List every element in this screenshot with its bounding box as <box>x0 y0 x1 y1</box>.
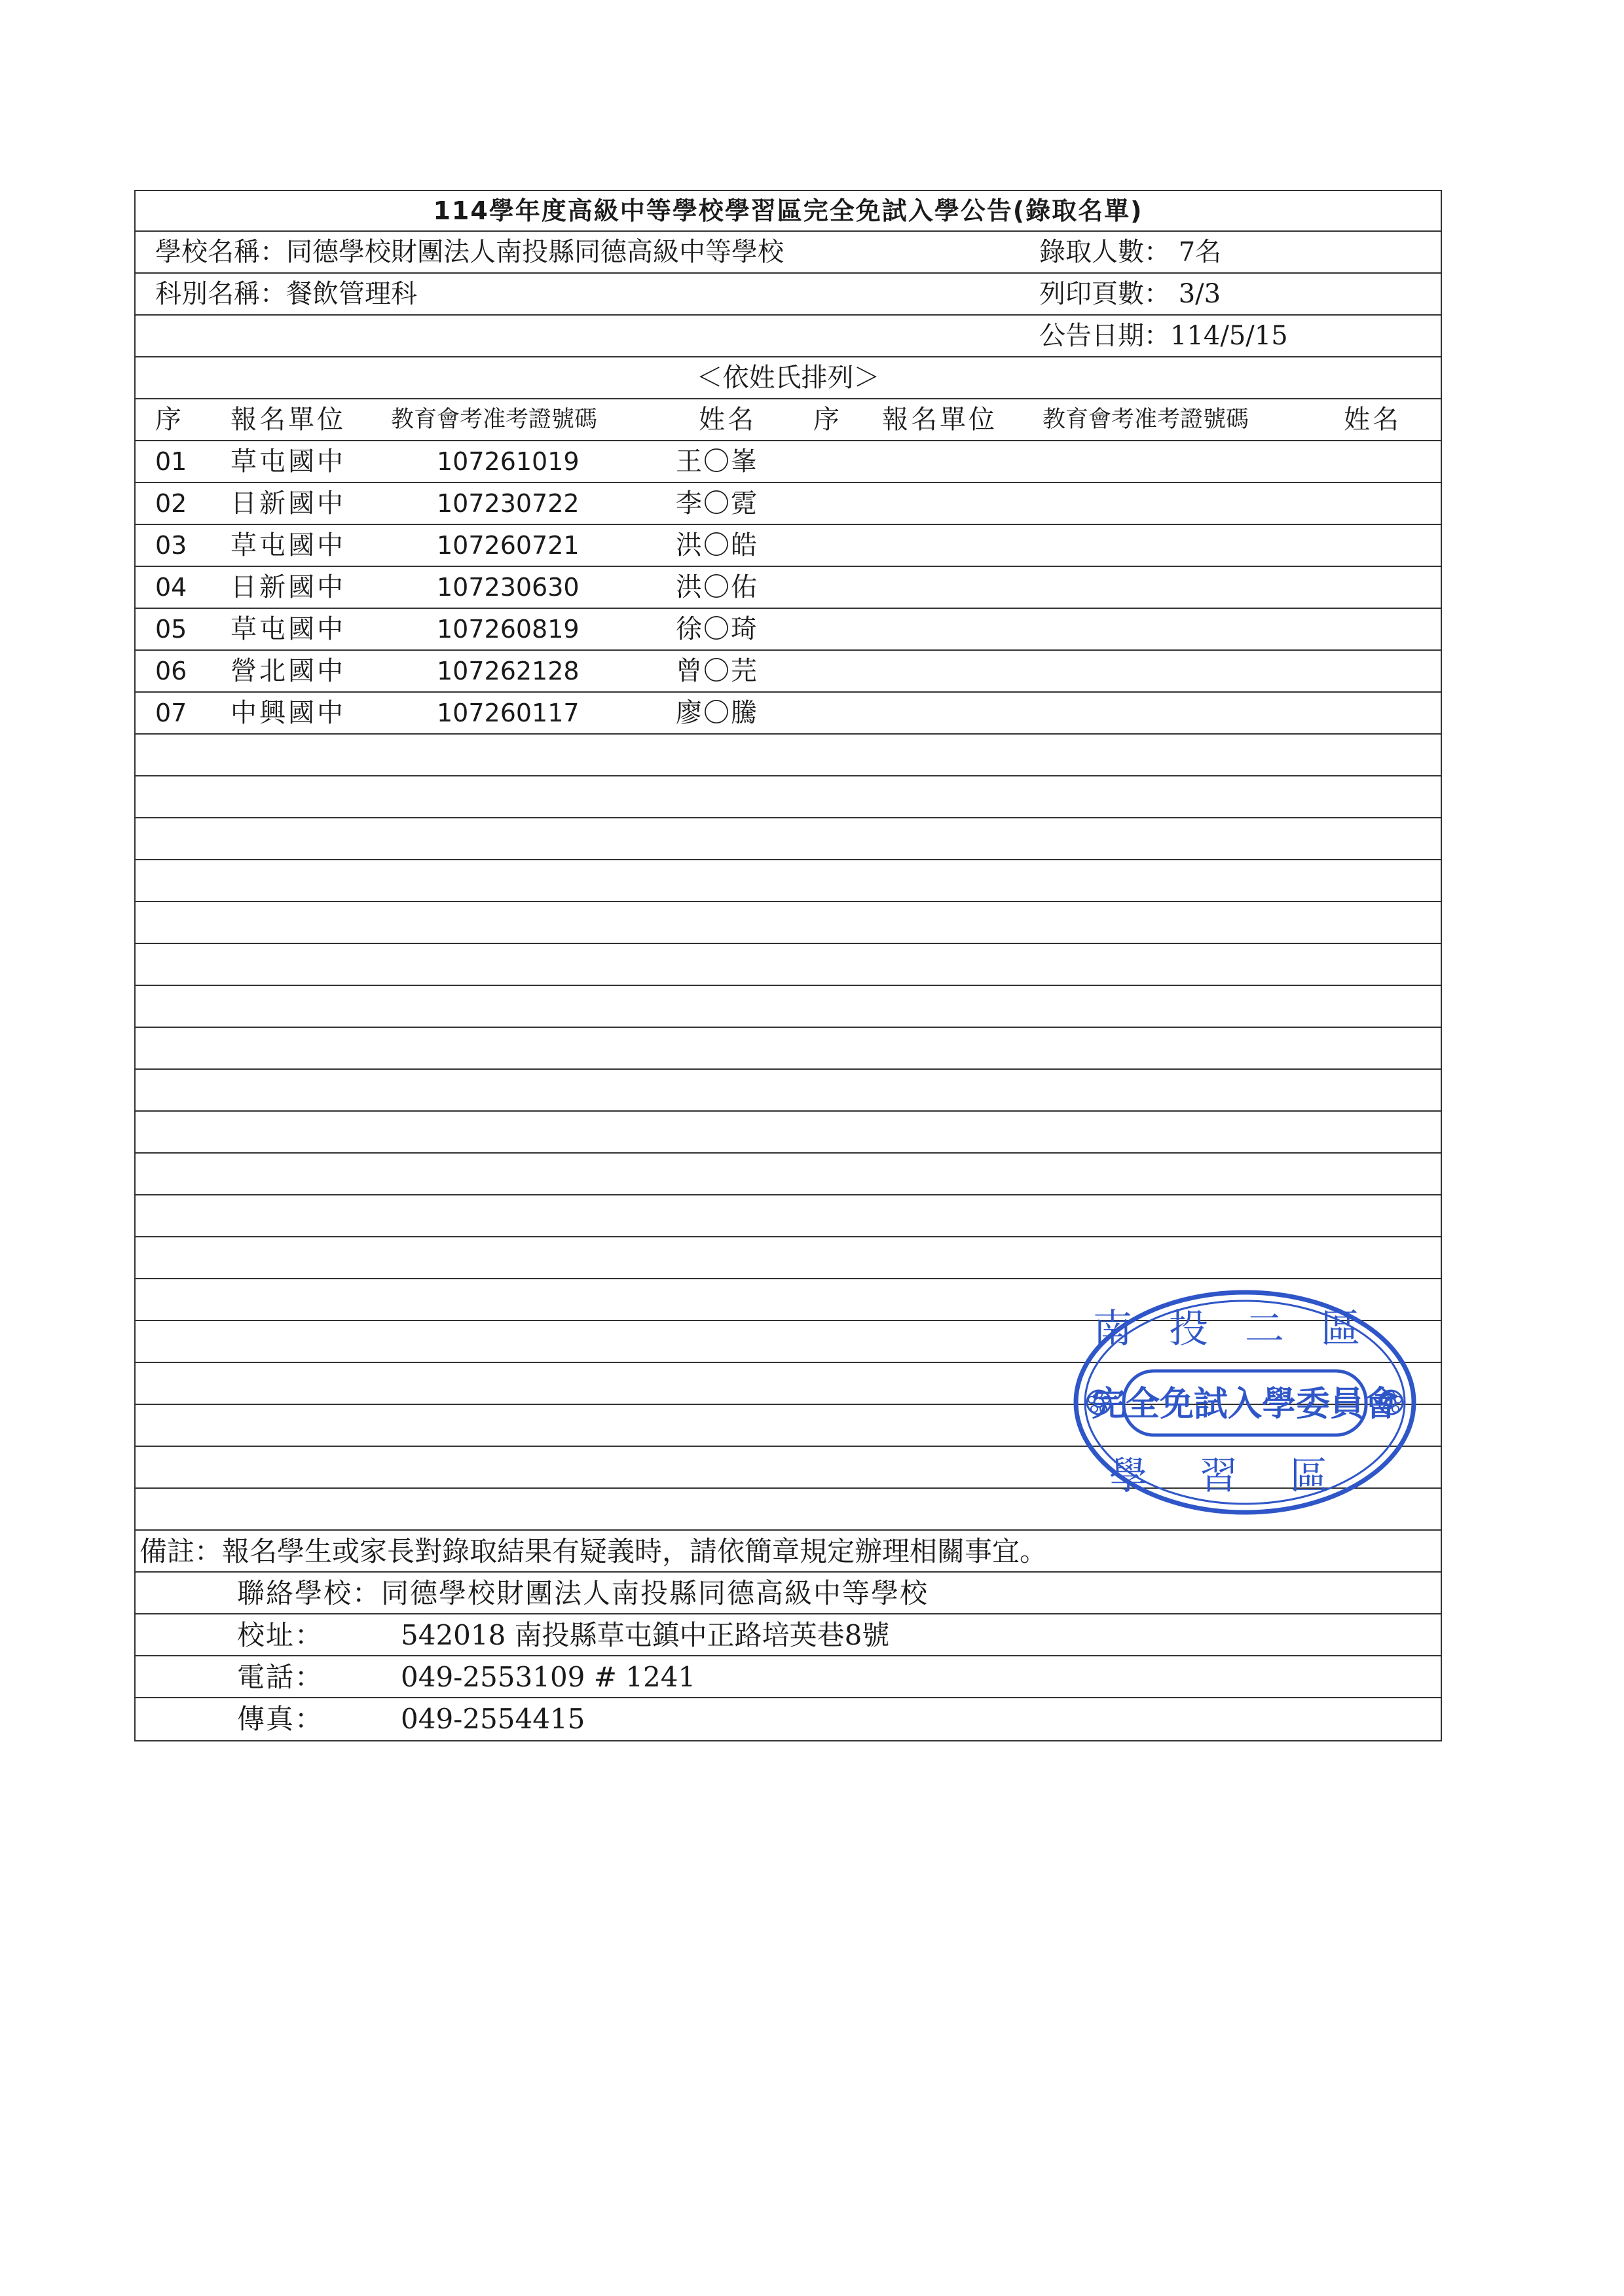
header-row-date <box>136 316 1441 357</box>
blank-row <box>136 1195 1441 1237</box>
blank-row <box>136 1154 1441 1195</box>
table-row <box>136 567 1441 609</box>
address-label: 校址： <box>237 1619 324 1651</box>
cell-name: 王〇峯 <box>676 446 758 477</box>
contact-school-row <box>136 1573 1441 1614</box>
committee-seal-stamp <box>1069 1285 1421 1520</box>
address-row <box>136 1614 1441 1656</box>
blank-row <box>136 776 1441 818</box>
cell-exam-id: 107260819 <box>437 615 580 644</box>
admitted-count: 錄取人數： 7名 <box>1039 237 1222 267</box>
cell-unit: 草屯國中 <box>231 530 346 560</box>
table-row <box>136 609 1441 651</box>
table-row <box>136 483 1441 525</box>
phone-value: 049-2553109 # 1241 <box>401 1661 696 1693</box>
cell-unit: 中興國中 <box>231 698 346 728</box>
col-seq-header-2: 序 <box>813 405 840 435</box>
contact-school: 聯絡學校：同德學校財團法人南投縣同德高級中等學校 <box>237 1577 929 1609</box>
cell-unit: 日新國中 <box>231 488 346 519</box>
table-row <box>136 693 1441 735</box>
blank-row <box>136 1112 1441 1154</box>
seal-bottom-text: 學習區 <box>1109 1453 1381 1498</box>
print-pages: 列印頁數： 3/3 <box>1039 279 1221 309</box>
blank-row <box>136 1237 1441 1279</box>
col-id-header-2: 教育會考准考證號碼 <box>1043 407 1249 433</box>
cell-name: 曾〇芫 <box>676 656 758 686</box>
blank-row <box>136 735 1441 776</box>
cell-exam-id: 107260117 <box>437 699 580 727</box>
cell-name: 李〇霓 <box>676 488 758 519</box>
blank-row <box>136 860 1441 902</box>
header-row-school <box>136 232 1441 274</box>
cell-exam-id: 107230630 <box>437 573 580 602</box>
fax-value: 049-2554415 <box>401 1703 585 1735</box>
cell-exam-id: 107262128 <box>437 657 580 685</box>
cell-seq: 07 <box>155 699 187 727</box>
col-unit-header-2: 報名單位 <box>882 405 997 435</box>
school-name: 學校名稱：同德學校財團法人南投縣同德高級中等學校 <box>155 237 784 267</box>
cell-exam-id: 107261019 <box>437 447 580 476</box>
cell-name: 廖〇騰 <box>676 698 758 728</box>
remark-text: 備註：報名學生或家長對錄取結果有疑義時，請依簡章規定辦理相關事宜。 <box>139 1535 1048 1567</box>
cell-seq: 03 <box>155 531 187 560</box>
blank-row <box>136 986 1441 1028</box>
blank-row <box>136 1070 1441 1112</box>
cell-seq: 05 <box>155 615 187 644</box>
table-row <box>136 525 1441 567</box>
blank-row <box>136 1028 1441 1070</box>
seal-top-text: 南投二區 <box>1093 1306 1397 1352</box>
table-row <box>136 441 1441 483</box>
table-row <box>136 651 1441 693</box>
cell-seq: 04 <box>155 573 187 602</box>
fax-label: 傳真： <box>237 1703 324 1735</box>
document-title: 114學年度高級中等學校學習區完全免試入學公告(錄取名單) <box>136 191 1441 232</box>
cell-unit: 草屯國中 <box>231 614 346 644</box>
cell-name: 洪〇佑 <box>676 572 758 602</box>
cell-unit: 草屯國中 <box>231 446 346 477</box>
col-unit-header: 報名單位 <box>231 405 346 435</box>
address-value: 542018 南投縣草屯鎮中正路培英巷8號 <box>401 1619 890 1651</box>
column-headers <box>136 399 1441 441</box>
blank-row <box>136 818 1441 860</box>
phone-row <box>136 1656 1441 1698</box>
cell-unit: 營北國中 <box>231 656 346 686</box>
cell-seq: 06 <box>155 657 187 685</box>
cell-exam-id: 107230722 <box>437 489 580 518</box>
blank-row <box>136 944 1441 986</box>
cell-exam-id: 107260721 <box>437 531 580 560</box>
col-seq-header: 序 <box>155 405 181 435</box>
seal-center-text: 完全免試入學委員會 <box>1091 1384 1399 1424</box>
cell-name: 徐〇琦 <box>676 614 758 644</box>
fax-row <box>136 1698 1441 1740</box>
col-id-header: 教育會考准考證號碼 <box>391 407 598 433</box>
department-name: 科別名稱：餐飲管理科 <box>155 279 417 309</box>
cell-unit: 日新國中 <box>231 572 346 602</box>
header-row-department <box>136 274 1441 316</box>
cell-seq: 02 <box>155 489 187 518</box>
cell-seq: 01 <box>155 447 187 476</box>
col-name-header-2: 姓名 <box>1344 405 1401 435</box>
phone-label: 電話： <box>237 1661 324 1693</box>
sort-note: ＜依姓氏排列＞ <box>136 357 1441 399</box>
remark-row <box>136 1531 1441 1573</box>
announce-date: 公告日期：114/5/15 <box>1039 321 1288 351</box>
blank-row <box>136 902 1441 944</box>
cell-name: 洪〇皓 <box>676 530 758 560</box>
col-name-header: 姓名 <box>699 405 756 435</box>
